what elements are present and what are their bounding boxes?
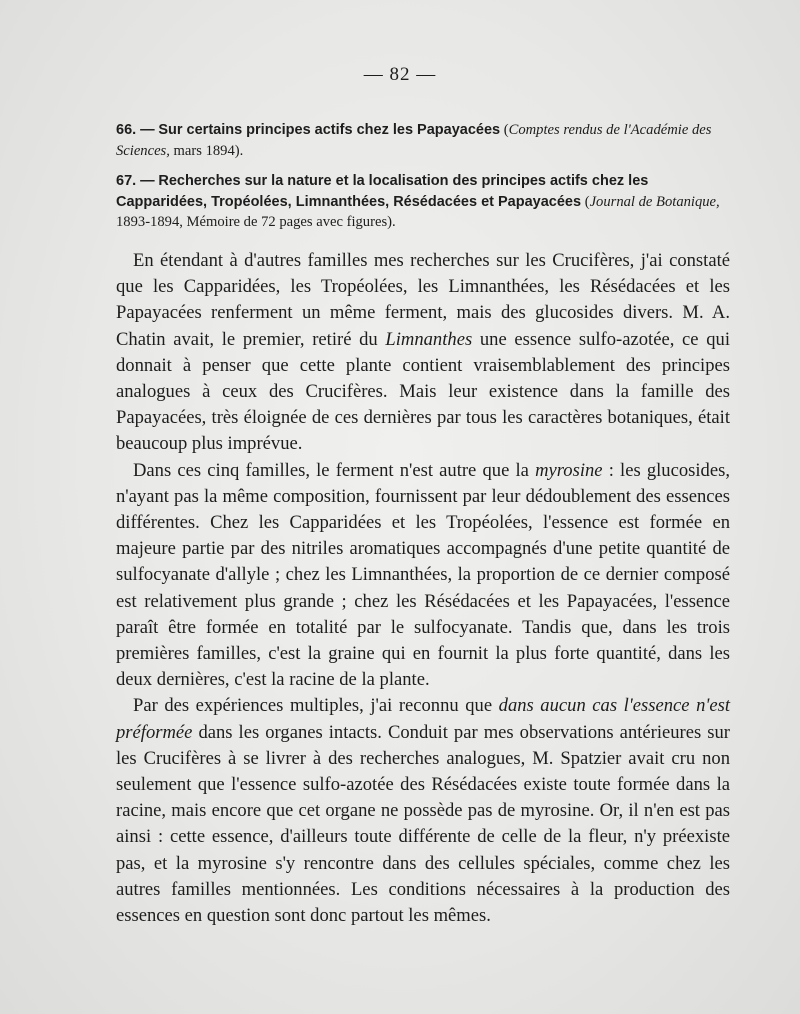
paragraph-2	[116, 458, 730, 694]
paragraph-3	[116, 693, 730, 929]
reference-details: mars 1894).	[173, 142, 244, 159]
paragraph-italic: Limnanthes	[385, 328, 473, 350]
paragraph-italic: dans aucun cas l'essence n'est préformée	[116, 695, 731, 743]
paragraph-1	[116, 248, 730, 458]
paragraph-text: : les glucosides, n'ayant pas la même composition, fournissent par leur dédoublement des essences différentes. Chez les Capparidées et les Tropéolées, l'essence est formée en majeure partie par des nitriles aromatiques accompagnés d'une petite quantité de sulfocyanate d'allyle ; chez les Limnanthées, la proportion de ce dernier composé est relativement plus grande ; chez les Résédacées et les Papayacées, l'essence paraît être formée en totalité par le sulfocyanate. Tandis que, dans les trois premières familles, c'est la graine qui en fournit la plus forte quantité, dans les deux dernières, c'est la racine de la plante.	[116, 459, 730, 691]
paragraph-text: dans les organes intacts. Conduit par mes observations antérieures sur les Crucifères à se livrer à des recherches analogues, M. Spatzier avait cru non seulement que l'essence sulfo-azotée des Résédacées existe toute formée dans la racine, mais encore que cet organe ne possède pas de myrosine. Or, il n'en est pas ainsi : cette essence, d'ailleurs toute différente de celle de la fleur, n'y préexiste pas, et la myrosine s'y rencontre dans des cellules spéciales, comme chez les autres familles mentionnées. Les conditions nécessaires à la production des essences en question sont donc partout les mêmes.	[116, 721, 730, 927]
reference-details: 1893-1894, Mémoire de 72 pages avec figures).	[116, 214, 396, 230]
reference-title: Sur certains principes actifs chez les Papayacées	[158, 122, 501, 138]
reference-paren: (	[584, 193, 590, 210]
reference-paren: (	[503, 122, 509, 138]
page-number: — 82 —	[363, 64, 437, 85]
reference-number: 66. —	[116, 122, 155, 138]
reference-number: 67. —	[116, 173, 155, 189]
paragraph-text: Dans ces cinq familles, le ferment n'est autre que la	[133, 459, 536, 481]
reference-publication: Comptes rendus de l'Académie des Sciences,	[116, 122, 712, 159]
reference-title: Recherches sur la nature et la localisation des principes actifs chez les Capparidées, Tropéolées, Limnanthées, Résédacées et Papayacées	[116, 173, 649, 210]
references-list	[116, 120, 730, 243]
reference-publication: Journal de Botanique,	[589, 193, 720, 210]
paragraph-text: Par des expériences multiples, j'ai reconnu que	[133, 695, 499, 717]
paragraph-italic: myrosine	[535, 459, 603, 481]
paragraph-text: En étendant à d'autres familles mes recherches sur les Crucifères, j'ai constaté que les Capparidées, les Tropéolées, les Limnanthées, les Résédacées et les Papayacées renferment un même ferment, mais des glucosides divers. M. A. Chatin avait, le premier, retiré du	[116, 250, 730, 350]
body-text	[116, 248, 730, 929]
reference-item	[116, 171, 730, 233]
paragraph-text: une essence sulfo-azotée, ce qui donnait à penser que cette plante contient vraisemblablement des principes analogues à ceux des Crucifères. Mais leur existence dans la famille des Papayacées, très éloignée de ces dernières par tous les caractères botaniques, était beaucoup plus imprévue.	[116, 328, 730, 455]
reference-item	[116, 120, 730, 161]
